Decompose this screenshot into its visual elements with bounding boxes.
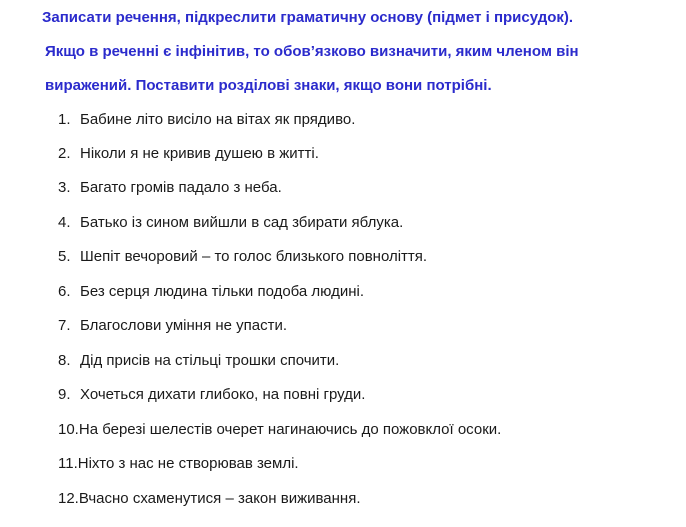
item-number: 12. — [58, 490, 79, 507]
list-item — [58, 490, 360, 508]
item-number: 4. — [58, 214, 71, 231]
instruction-line: Записати речення, підкреслити граматичну основу (підмет і присудок). — [42, 9, 574, 26]
item-number: 2. — [58, 145, 71, 162]
instruction-line: Якщо в реченні є інфінітив, то обов’язково визначити, яким членом він — [45, 43, 579, 60]
sentence-text: Ніколи я не кривив душею в житті. — [80, 145, 319, 162]
item-number: 10. — [58, 421, 79, 438]
list-item — [58, 317, 287, 335]
instruction-line: виражений. Поставити розділові знаки, якщо вони потрібні. — [45, 77, 492, 94]
item-number: 3. — [58, 179, 71, 196]
item-number: 11. — [58, 455, 78, 472]
item-number: 1. — [58, 111, 71, 128]
item-number: 9. — [58, 386, 71, 403]
sentence-text: Ніхто з нас не створював землі. — [77, 455, 299, 472]
list-item — [58, 179, 282, 197]
list-item — [58, 386, 365, 404]
sentence-text: Без серця людина тільки подоба людині. — [80, 283, 365, 300]
list-item — [58, 455, 299, 473]
item-number: 6. — [58, 283, 71, 300]
list-item — [58, 421, 501, 439]
sentence-text: Бабине літо висіло на вітах як прядиво. — [80, 111, 356, 128]
list-item — [58, 248, 427, 266]
list-item — [58, 283, 364, 301]
sentence-text: Шепіт вечоровий – то голос близького повноліття. — [80, 248, 428, 265]
sentence-text: Батько із сином вийшли в сад збирати яблука. — [80, 214, 404, 231]
sentence-text: Багато громів падало з неба. — [80, 179, 282, 196]
sentence-text: Хочеться дихати глибоко, на повні груди. — [80, 386, 366, 403]
sentence-text: На березі шелестів очерет нагинаючись до пожовклої осоки. — [78, 421, 502, 438]
list-item — [58, 111, 355, 129]
item-number: 8. — [58, 352, 71, 369]
item-number: 5. — [58, 248, 71, 265]
list-item — [58, 145, 319, 163]
sentence-text: Благослови уміння не упасти. — [80, 317, 288, 334]
list-item — [58, 214, 403, 232]
list-item — [58, 352, 339, 370]
item-number: 7. — [58, 317, 71, 334]
sentence-text: Дід присів на стільці трошки спочити. — [80, 352, 340, 369]
sentence-text: Вчасно схаменутися – закон виживання. — [78, 490, 361, 507]
